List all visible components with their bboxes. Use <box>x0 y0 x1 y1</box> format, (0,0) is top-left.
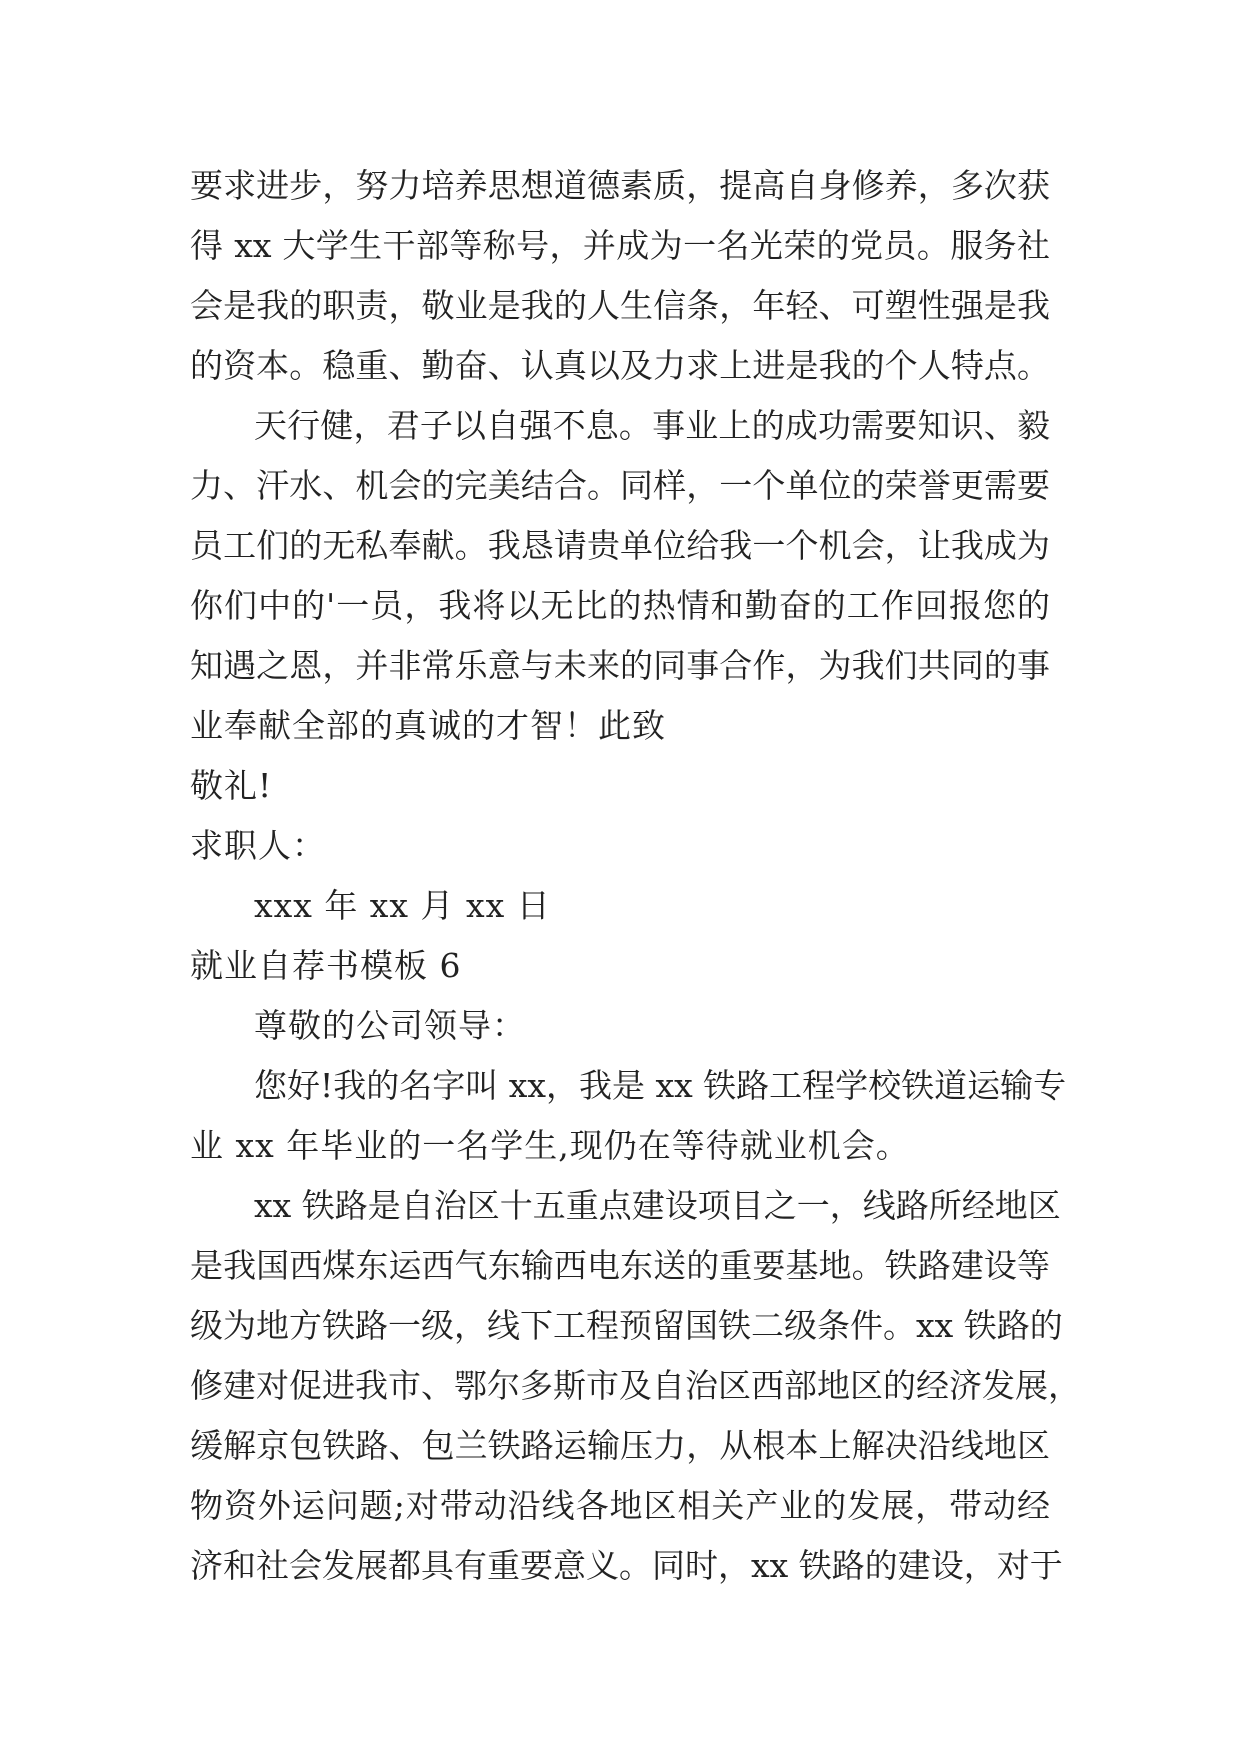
section-title: 就业自荐书模板 6 <box>190 946 462 985</box>
text-line: 要求进步，努力培养思想道德素质，提高自身修养，多次获 <box>190 166 1050 205</box>
salutation: 敬礼! <box>190 766 273 805</box>
text-line: 会是我的职责，敬业是我的人生信条，年轻、可塑性强是我 <box>190 286 1050 325</box>
text-line: 您好!我的名字叫 xx，我是 xx 铁路工程学校铁道运输专 <box>254 1066 1067 1105</box>
text-line: 员工们的无私奉献。我恳请贵单位给我一个机会，让我成为 <box>190 526 1050 565</box>
text-line: xx 铁路是自治区十五重点建设项目之一，线路所经地区 <box>254 1186 1061 1225</box>
text-line: 业 xx 年毕业的一名学生,现仍在等待就业机会。 <box>190 1126 910 1165</box>
text-line: 济和社会发展都具有重要意义。同时，xx 铁路的建设，对于 <box>190 1546 1063 1585</box>
date-line: xxx 年 xx 月 xx 日 <box>254 886 551 925</box>
text-line: 是我国西煤东运西气东输西电东送的重要基地。铁路建设等 <box>190 1246 1050 1285</box>
text-line: 天行健，君子以自强不息。事业上的成功需要知识、毅 <box>254 406 1050 445</box>
text-line: 力、汗水、机会的完美结合。同样，一个单位的荣誉更需要 <box>190 466 1050 505</box>
applicant-label: 求职人： <box>190 826 326 865</box>
text-line: 业奉献全部的真诚的才智！此致 <box>190 706 666 745</box>
greeting: 尊敬的公司领导： <box>254 1006 526 1045</box>
text-line: 的资本。稳重、勤奋、认真以及力求上进是我的个人特点。 <box>190 346 1050 385</box>
text-line: 得 xx 大学生干部等称号，并成为一名光荣的党员。服务社 <box>190 226 1050 265</box>
text-line: 缓解京包铁路、包兰铁路运输压力，从根本上解决沿线地区 <box>190 1426 1050 1465</box>
text-line: 你们中的'一员，我将以无比的热情和勤奋的工作回报您的 <box>190 586 1050 625</box>
text-line: 修建对促进我市、鄂尔多斯市及自治区西部地区的经济发展， <box>190 1366 1081 1405</box>
text-line: 级为地方铁路一级，线下工程预留国铁二级条件。xx 铁路的 <box>190 1306 1063 1345</box>
text-line: 物资外运问题;对带动沿线各地区相关产业的发展，带动经 <box>190 1486 1050 1525</box>
text-line: 知遇之恩，并非常乐意与未来的同事合作，为我们共同的事 <box>190 646 1050 685</box>
